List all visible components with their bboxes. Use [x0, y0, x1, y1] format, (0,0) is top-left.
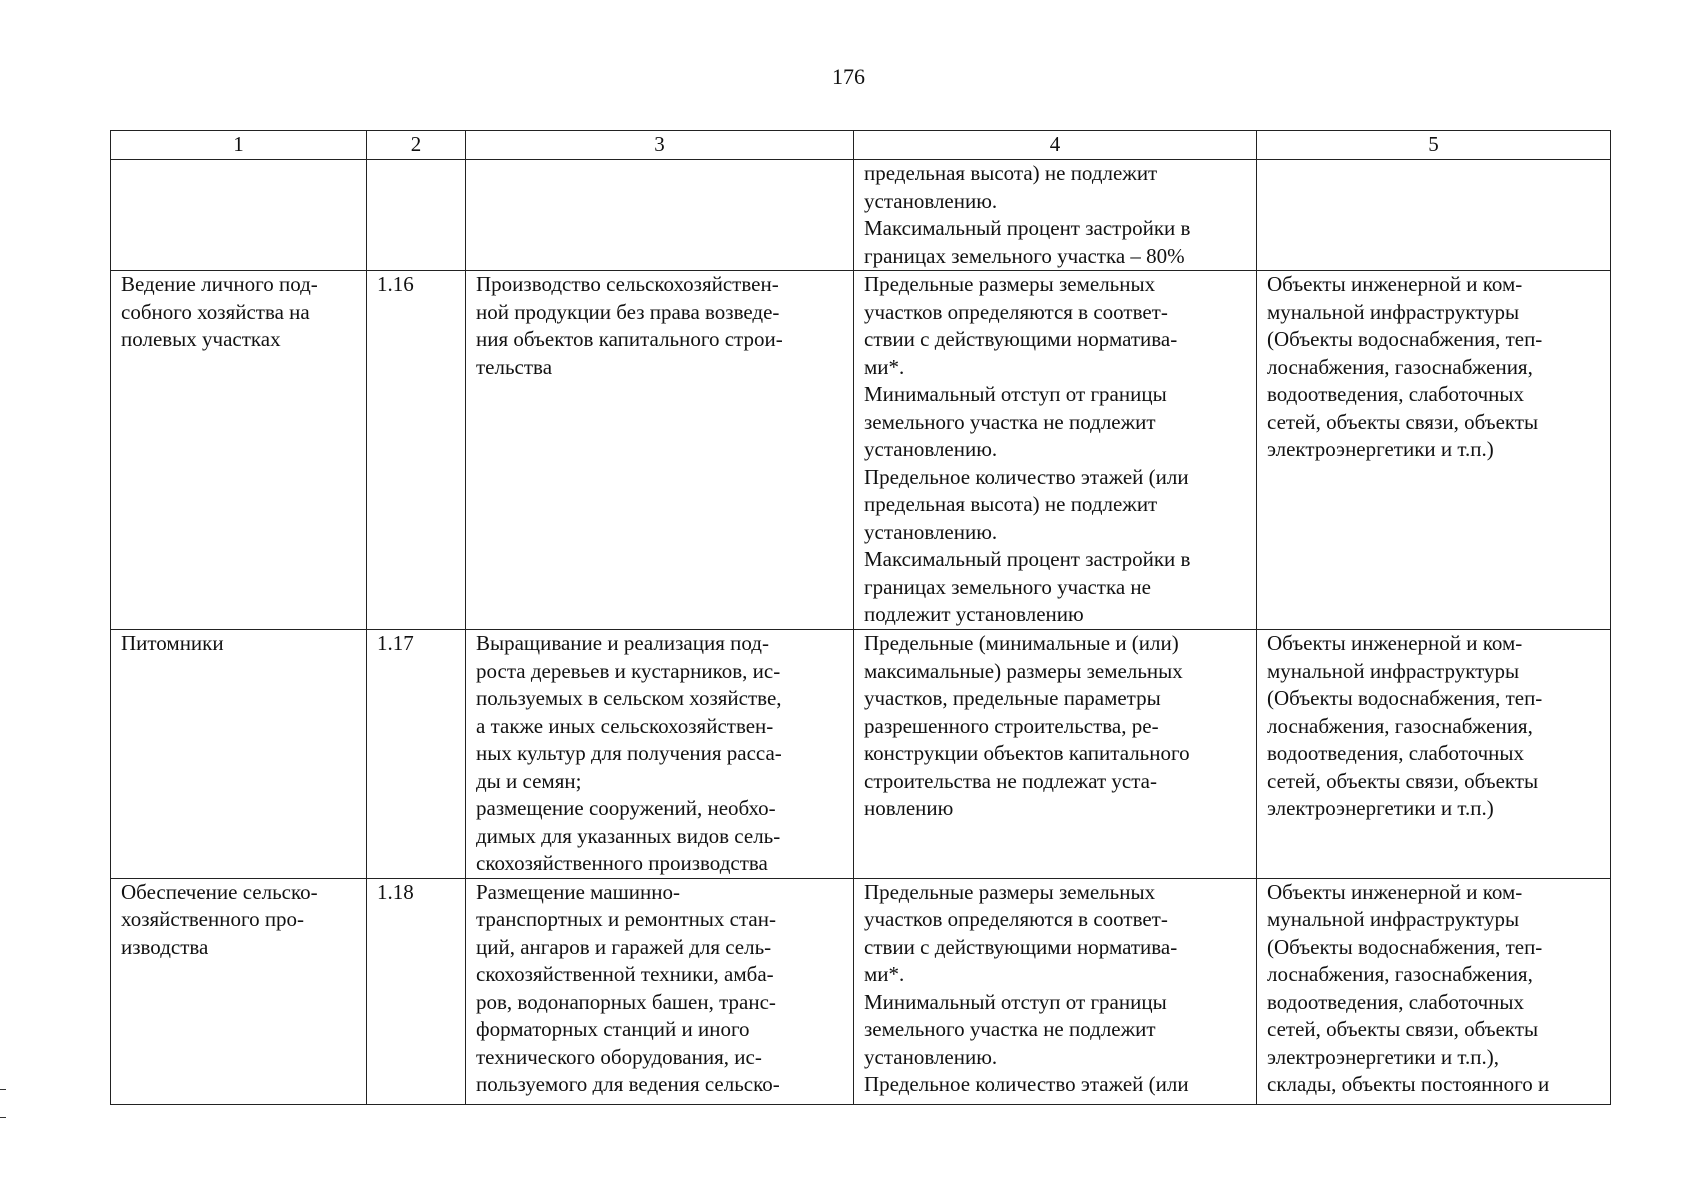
use-code-cell: 1.18: [367, 878, 466, 1104]
auxiliary-uses-cell: Объекты инженерной и ком- мунальной инфраструктуры (Объекты водоснабжения, теп- лоснабжения, газоснабжения, водоотведения, слаботочных сетей, объекты связи, объекты электроэнергетики и т.п.): [1257, 630, 1611, 879]
use-code-cell: 1.16: [367, 271, 466, 630]
scan-edge-mark: [0, 1089, 6, 1090]
use-code-cell: 1.17: [367, 630, 466, 879]
column-number-1: 1: [111, 131, 367, 160]
column-number-header-row: [111, 131, 1611, 160]
column-number-2: 2: [367, 131, 466, 160]
parameters-cell: Предельные (минимальные и (или) максимальные) размеры земельных участков, предельные параметры разрешенного строительства, ре- конструкции объектов капитального строительства не подлежат уста- новлению: [854, 630, 1257, 879]
auxiliary-uses-cell: [1257, 160, 1611, 271]
auxiliary-uses-cell: Объекты инженерной и ком- мунальной инфраструктуры (Объекты водоснабжения, теп- лоснабжения, газоснабжения, водоотведения, слаботочных сетей, объекты связи, объекты электроэнергетики и т.п.): [1257, 271, 1611, 630]
use-name-cell: Обеспечение сельско- хозяйственного про- изводства: [111, 878, 367, 1104]
use-name-cell: Питомники: [111, 630, 367, 879]
parameters-cell: Предельные размеры земельных участков определяются в соответ- ствии с действующими норматива- ми*. Минимальный отступ от границы земельного участка не подлежит установлению. Предельное количество этажей (или: [854, 878, 1257, 1104]
table-row: [111, 271, 1611, 630]
use-description-cell: Размещение машинно- транспортных и ремонтных стан- ций, ангаров и гаражей для сель- скохозяйственной техники, амба- ров, водонапорных башен, транс- форматорных станций и иного технического оборудования, ис- пользуемого для ведения сельско-: [466, 878, 854, 1104]
auxiliary-uses-cell: Объекты инженерной и ком- мунальной инфраструктуры (Объекты водоснабжения, теп- лоснабжения, газоснабжения, водоотведения, слаботочных сетей, объекты связи, объекты электроэнергетики и т.п.), склады, объекты постоянного и: [1257, 878, 1611, 1104]
use-description-cell: Выращивание и реализация под- роста деревьев и кустарников, ис- пользуемых в сельском хозяйстве, а также иных сельскохозяйствен- ных культур для получения расса- ды и семян; размещение сооружений, необхо- димых для указанных видов сель- скохозяйственного производства: [466, 630, 854, 879]
scan-edge-mark: [0, 1117, 6, 1118]
table-row: [111, 160, 1611, 271]
use-code-cell: [367, 160, 466, 271]
page-number: 176: [832, 64, 865, 89]
parameters-cell: предельная высота) не подлежит установлению. Максимальный процент застройки в границах земельного участка – 80%: [854, 160, 1257, 271]
parameters-cell: Предельные размеры земельных участков определяются в соответ- ствии с действующими норматива- ми*. Минимальный отступ от границы земельного участка не подлежит установлению. Предельное количество этажей (или предельная высота) не подлежит установлению. Максимальный процент застройки в границах земельного участка не подлежит установлению: [854, 271, 1257, 630]
use-name-cell: [111, 160, 367, 271]
land-use-table: [110, 130, 1611, 1105]
table-row: [111, 878, 1611, 1104]
column-number-3: 3: [466, 131, 854, 160]
column-number-5: 5: [1257, 131, 1611, 160]
use-description-cell: Производство сельскохозяйствен- ной продукции без права возведе- ния объектов капитального строи- тельства: [466, 271, 854, 630]
table-row: [111, 630, 1611, 879]
use-name-cell: Ведение личного под- собного хозяйства на полевых участках: [111, 271, 367, 630]
column-number-4: 4: [854, 131, 1257, 160]
use-description-cell: [466, 160, 854, 271]
